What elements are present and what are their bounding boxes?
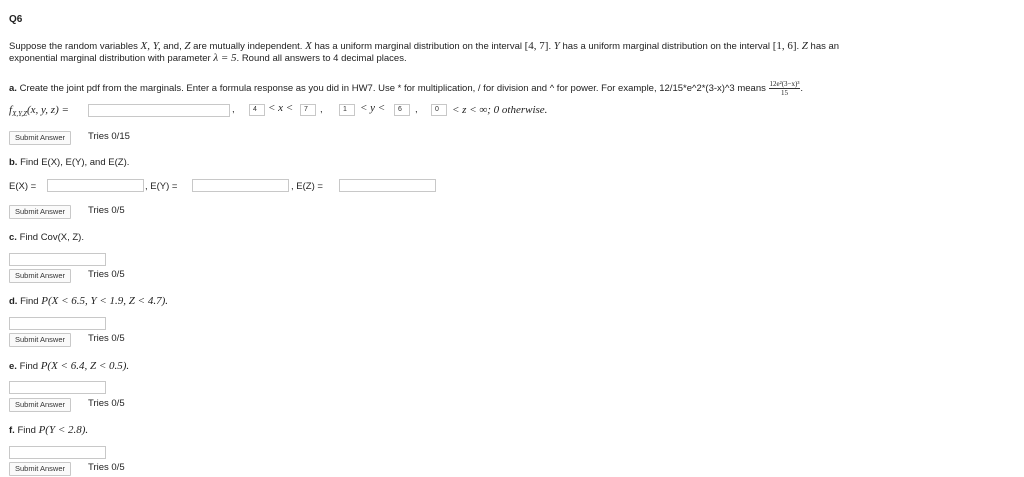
- fraction-numerator: 12e²(3−x)³: [769, 80, 800, 88]
- intro-math: [4, 7]: [524, 40, 549, 52]
- y-range-text: < y <: [360, 102, 386, 114]
- intro-text: .: [548, 41, 554, 52]
- part-c-text: Find Cov(X, Z).: [16, 232, 84, 243]
- part-c-prompt: [9, 232, 84, 243]
- period: .: [800, 83, 804, 95]
- ey-label: , E(Y) =: [145, 181, 178, 192]
- part-f-expression: P(Y < 2.8).: [38, 424, 89, 436]
- part-e-expression: P(X < 6.4, Z < 0.5).: [40, 360, 130, 372]
- comma: ,: [232, 104, 235, 115]
- intro-text: Suppose the random variables: [9, 41, 141, 52]
- submit-answer-button-d[interactable]: Submit Answer: [9, 333, 71, 347]
- part-letter: e.: [9, 361, 17, 372]
- prob-e-input[interactable]: [9, 381, 106, 394]
- intro-line-2: [9, 52, 407, 64]
- cov-input[interactable]: [9, 253, 106, 266]
- question-title: Q6: [9, 14, 23, 25]
- part-e-prompt: [9, 360, 129, 372]
- x-lower-bound-field[interactable]: 4: [249, 104, 265, 116]
- part-d-text: Find: [17, 296, 42, 307]
- prob-f-input[interactable]: [9, 446, 106, 459]
- ex-label: E(X) =: [9, 181, 37, 192]
- intro-line-1: [9, 40, 839, 52]
- comma: ,: [320, 104, 323, 115]
- part-letter: f.: [9, 425, 15, 436]
- fraction-denominator: 15: [780, 89, 788, 97]
- pdf-f: f: [9, 104, 13, 116]
- part-a-text: Create the joint pdf from the marginals. Enter a formula response as you did in HW7. Use * for multiplication, / for division and ^ for power. For example, 12/15*e^2*(3-x)^3 means: [16, 83, 766, 95]
- part-letter: b.: [9, 157, 18, 168]
- intro-math: Y: [553, 40, 560, 52]
- tries-counter-a: Tries 0/15: [88, 131, 130, 142]
- intro-text: has an: [807, 41, 840, 52]
- ez-input[interactable]: [339, 179, 436, 192]
- submit-answer-button-e[interactable]: Submit Answer: [9, 398, 71, 412]
- submit-answer-button-f[interactable]: Submit Answer: [9, 462, 71, 476]
- intro-math: λ = 5: [213, 52, 237, 64]
- tries-counter-b: Tries 0/5: [88, 205, 125, 216]
- pdf-formula-input[interactable]: [88, 104, 230, 117]
- intro-math: X, Y,: [140, 40, 161, 52]
- part-e-text: Find: [16, 361, 41, 372]
- intro-text: has a uniform marginal distribution on the interval: [311, 41, 525, 52]
- tries-counter-e: Tries 0/5: [88, 398, 125, 409]
- z-range-text: [452, 104, 547, 116]
- tries-counter-c: Tries 0/5: [88, 269, 125, 280]
- pdf-label: [9, 104, 69, 118]
- submit-answer-button-a[interactable]: Submit Answer: [9, 131, 71, 145]
- submit-answer-button-c[interactable]: Submit Answer: [9, 269, 71, 283]
- part-f-text: Find: [14, 425, 39, 436]
- intro-math: Z: [801, 40, 808, 52]
- part-b-prompt: [9, 157, 129, 168]
- ex-input[interactable]: [47, 179, 144, 192]
- y-lower-bound-field[interactable]: 1: [339, 104, 355, 116]
- part-d-expression: P(X < 6.5, Y < 1.9, Z < 4.7).: [41, 295, 168, 307]
- prob-d-input[interactable]: [9, 317, 106, 330]
- intro-text: are mutually independent.: [190, 41, 306, 52]
- pdf-args: (x, y, z) =: [26, 104, 69, 116]
- part-letter: d.: [9, 296, 18, 307]
- ez-label: , E(Z) =: [291, 181, 323, 192]
- ey-input[interactable]: [192, 179, 289, 192]
- pdf-subscript: X,Y,Z: [12, 109, 27, 118]
- intro-math: [1, 6]: [772, 40, 797, 52]
- y-upper-bound-field[interactable]: 6: [394, 104, 410, 116]
- intro-math: X: [305, 40, 312, 52]
- part-b-text: Find E(X), E(Y), and E(Z).: [17, 157, 130, 168]
- submit-answer-button-b[interactable]: Submit Answer: [9, 205, 71, 219]
- part-letter: c.: [9, 232, 17, 243]
- tries-counter-f: Tries 0/5: [88, 462, 125, 473]
- x-upper-bound-field[interactable]: 7: [300, 104, 316, 116]
- intro-text: .: [796, 41, 802, 52]
- x-range-text: < x <: [268, 102, 294, 114]
- intro-text: and,: [160, 41, 185, 52]
- part-a-prompt: [9, 80, 803, 97]
- comma: ,: [415, 104, 418, 115]
- z-lower-bound-field[interactable]: 0: [431, 104, 447, 116]
- intro-text: has a uniform marginal distribution on the interval: [559, 41, 773, 52]
- example-fraction: [769, 80, 804, 97]
- intro-math: Z: [184, 40, 191, 52]
- intro-text: . Round all answers to 4 decimal places.: [236, 53, 407, 64]
- part-d-prompt: [9, 295, 168, 307]
- part-f-prompt: [9, 424, 88, 436]
- part-letter: a.: [9, 83, 17, 95]
- tries-counter-d: Tries 0/5: [88, 333, 125, 344]
- z-range-math: < z < ∞; 0 otherwise.: [452, 104, 548, 116]
- intro-text: exponential marginal distribution with parameter: [9, 53, 214, 64]
